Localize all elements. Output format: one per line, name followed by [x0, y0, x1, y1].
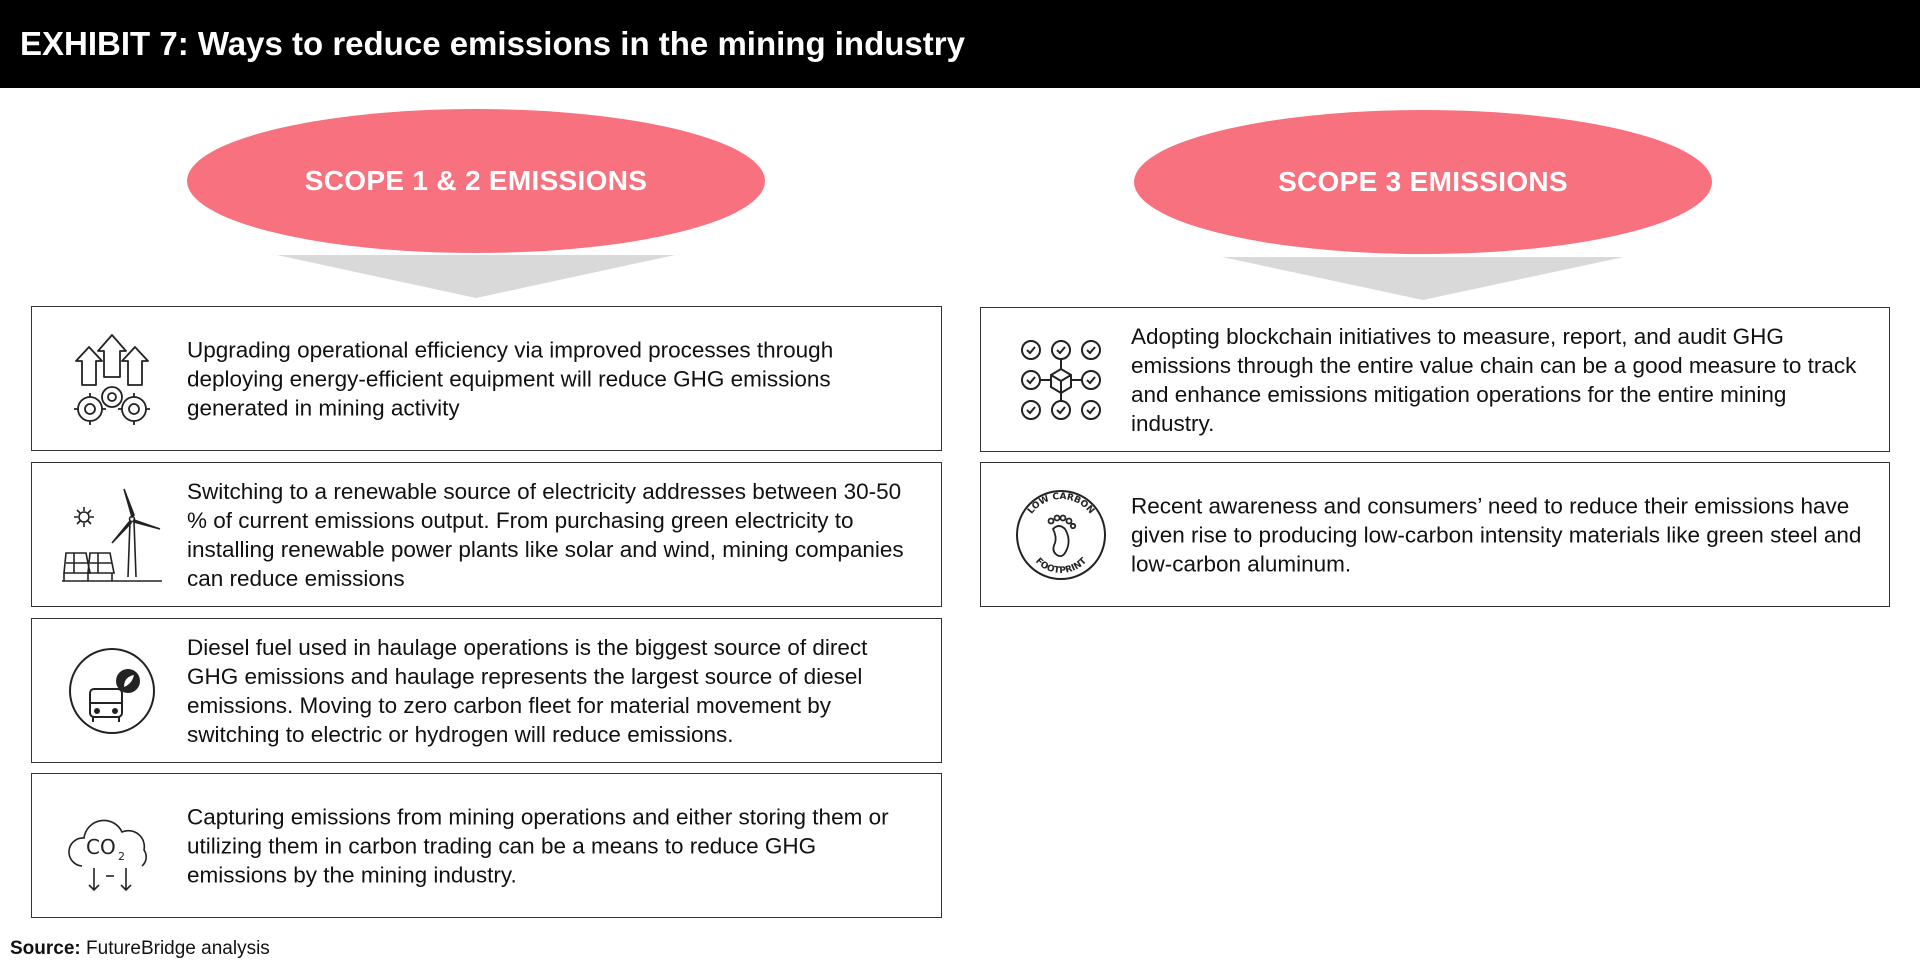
electric-bus-icon: [62, 641, 162, 741]
scope3-heading: SCOPE 3 EMISSIONS: [1134, 110, 1712, 254]
badge-bottom-text: FOOTPRINT: [1033, 555, 1089, 576]
scope12-item-renewable: [31, 462, 942, 607]
co2-label: CO: [86, 834, 116, 859]
scope3-item-blockchain: [980, 307, 1890, 452]
scope3-item-text: Recent awareness and consumers’ need to reduce their emissions have given rise to producing low-carbon intensity materials like green steel and low-carbon aluminum.: [1131, 493, 1862, 576]
badge-top-text: LOW CARBON: [1026, 491, 1096, 516]
svg-text:LOW CARBON: [1026, 491, 1096, 515]
scope12-item-text: Diesel fuel used in haulage operations is the biggest source of direct GHG emissions and haulage represents the largest source of diesel emissions. Moving to zero carbon fleet for material movement by switching to electric or hydrogen will reduce emissions.: [187, 634, 868, 747]
scope12-item-text: Upgrading operational efficiency via improved processes through deploying energy-efficient equipment will reduce GHG emissions generated in mining activity: [187, 337, 834, 420]
scope12-item-capture: [31, 773, 942, 918]
scope12-heading: SCOPE 1 & 2 EMISSIONS: [187, 109, 765, 253]
scope12-item-text: Capturing emissions from mining operations and either storing them or utilizing them in carbon trading can be a means to reduce GHG emissions by the mining industry.: [187, 804, 889, 887]
blockchain-network-icon: [1011, 330, 1111, 430]
source-text: FutureBridge analysis: [80, 938, 270, 959]
source-note: [10, 938, 270, 960]
scope12-item-text: Switching to a renewable source of electricity addresses between 30-50 % of current emissions output. From purchasing green electricity to installing renewable power plants like solar and wind, mining companies can reduce emissions: [187, 478, 904, 591]
scope3-chevron: [1222, 257, 1626, 301]
co2-subscript: 2: [118, 849, 125, 863]
scope3-item-low-carbon: [980, 462, 1890, 607]
page-title: EXHIBIT 7: Ways to reduce emissions in the mining industry: [0, 0, 1920, 88]
solar-wind-icon: [62, 485, 162, 585]
scope12-item-efficiency: [31, 306, 942, 451]
low-carbon-footprint-icon: [1011, 485, 1111, 585]
scope12-chevron: [277, 255, 677, 299]
scope12-item-fleet: [31, 618, 942, 763]
gears-arrows-up-icon: [62, 329, 162, 429]
co2-cloud-capture-icon: [62, 796, 162, 896]
source-label: Source:: [10, 938, 81, 959]
scope3-item-text: Adopting blockchain initiatives to measure, report, and audit GHG emissions through the entire value chain can be a good measure to track and enhance emissions mitigation operations for the entire mining industry.: [1131, 323, 1857, 436]
